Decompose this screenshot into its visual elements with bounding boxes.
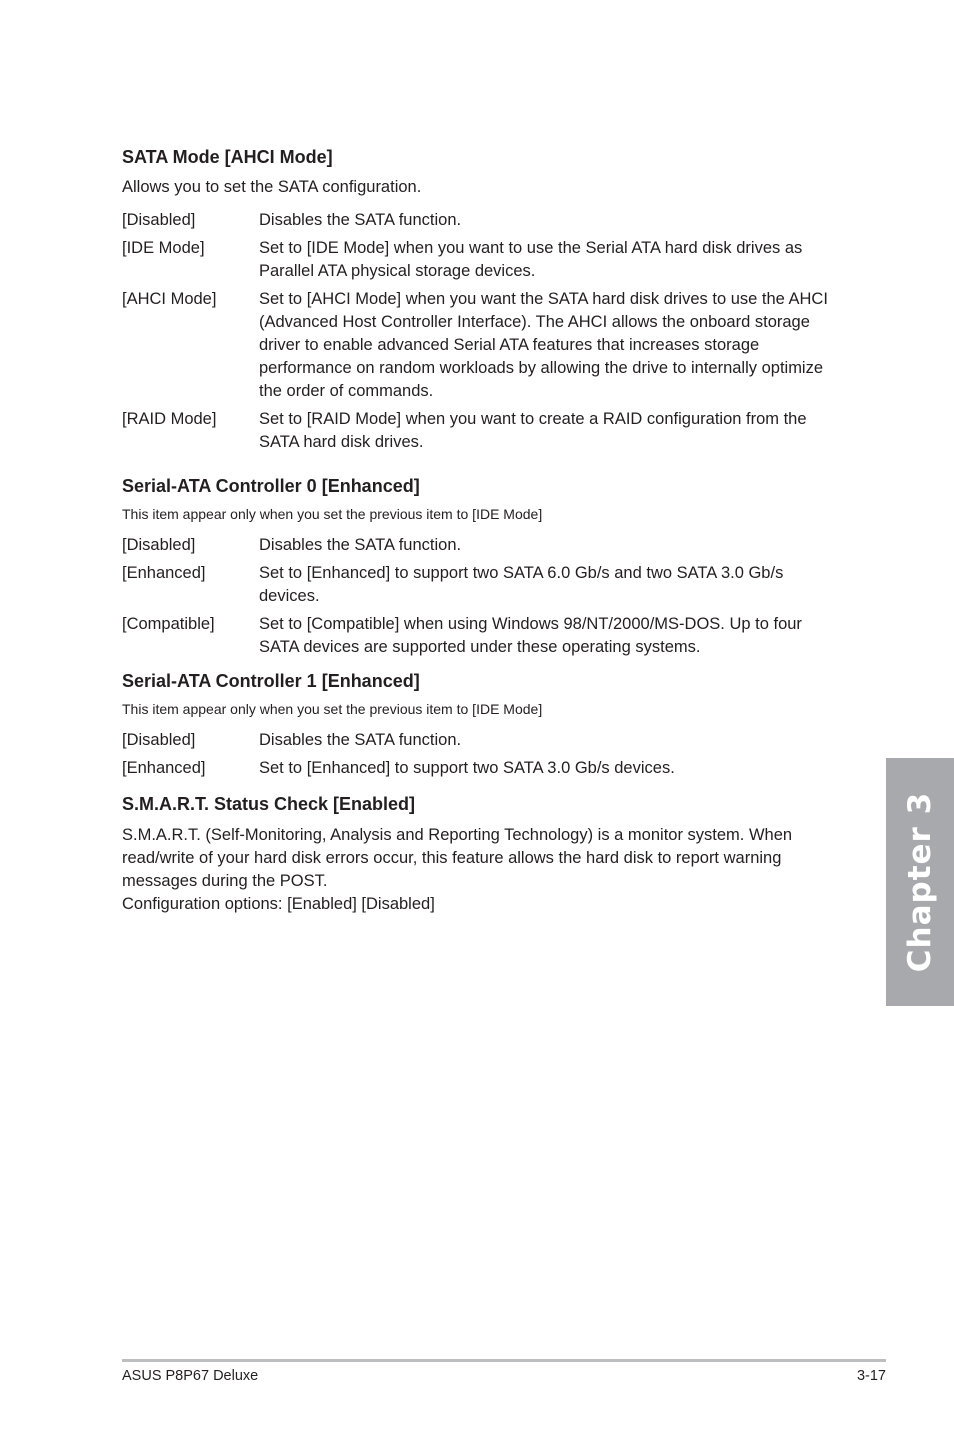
option-key: [Compatible]	[122, 615, 215, 633]
option-list	[122, 209, 842, 454]
option-desc: Disables the SATA function.	[259, 536, 462, 554]
page-content	[122, 145, 842, 916]
option-row	[122, 408, 842, 454]
chapter-tab-label: Chapter 3	[902, 791, 938, 973]
option-desc: Disables the SATA function.	[259, 211, 462, 229]
option-list	[122, 729, 842, 780]
section-title: S.M.A.R.T. Status Check [Enabled]	[122, 794, 416, 814]
section-title: SATA Mode [AHCI Mode]	[122, 147, 333, 167]
footer-product-name: ASUS P8P67 Deluxe	[122, 1368, 259, 1384]
option-row	[122, 237, 842, 283]
option-key: [Disabled]	[122, 536, 196, 554]
option-desc: Set to [IDE Mode] when you want to use the Serial ATA hard disk drives as Parallel ATA physical storage devices.	[259, 239, 803, 280]
option-key: [AHCI Mode]	[122, 290, 217, 308]
option-key: [Enhanced]	[122, 564, 206, 582]
configuration-options: Configuration options: [Enabled] [Disabled]	[122, 895, 435, 913]
section-intro: This item appear only when you set the previous item to [IDE Mode]	[122, 701, 543, 717]
option-row	[122, 288, 842, 403]
option-desc: Disables the SATA function.	[259, 731, 462, 749]
footer-page-number: 3-17	[856, 1368, 886, 1384]
option-row	[122, 613, 842, 659]
sata-mode-section	[122, 145, 842, 454]
option-key: [RAID Mode]	[122, 410, 217, 428]
option-row	[122, 757, 842, 780]
option-key: [Disabled]	[122, 211, 196, 229]
section-intro: Allows you to set the SATA configuration.	[122, 178, 422, 196]
option-desc: Set to [AHCI Mode] when you want the SATA hard disk drives to use the AHCI (Advanced Host Controller Interface). The AHCI allows the onboard storage driver to enable advanced Serial ATA features that increases storage performance on random workloads by allowing the drive to internally optimize the order of commands.	[259, 290, 828, 400]
option-desc: Set to [Enhanced] to support two SATA 3.0 Gb/s devices.	[259, 759, 675, 777]
option-key: [Enhanced]	[122, 759, 206, 777]
option-list	[122, 534, 842, 659]
smart-description: S.M.A.R.T. (Self-Monitoring, Analysis and Reporting Technology) is a monitor system. When read/write of your hard disk errors occur, this feature allows the hard disk to report warning messages during the POST.	[122, 826, 793, 890]
smart-section	[122, 792, 842, 916]
option-row	[122, 209, 842, 232]
option-key: [IDE Mode]	[122, 239, 205, 257]
option-desc: Set to [RAID Mode] when you want to create a RAID configuration from the SATA hard disk drives.	[259, 410, 807, 451]
option-row	[122, 729, 842, 752]
option-row	[122, 562, 842, 608]
section-intro: This item appear only when you set the previous item to [IDE Mode]	[122, 506, 543, 522]
option-desc: Set to [Compatible] when using Windows 98/NT/2000/MS-DOS. Up to four SATA devices are supported under these operating systems.	[259, 615, 802, 656]
section-title: Serial-ATA Controller 0 [Enhanced]	[122, 476, 420, 496]
controller-0-section	[122, 474, 842, 659]
chapter-tab	[886, 758, 954, 1006]
footer-divider	[122, 1359, 886, 1362]
option-desc: Set to [Enhanced] to support two SATA 6.0 Gb/s and two SATA 3.0 Gb/s devices.	[259, 564, 784, 605]
controller-1-section	[122, 669, 842, 780]
option-row	[122, 534, 842, 557]
section-title: Serial-ATA Controller 1 [Enhanced]	[122, 671, 420, 691]
option-key: [Disabled]	[122, 731, 196, 749]
